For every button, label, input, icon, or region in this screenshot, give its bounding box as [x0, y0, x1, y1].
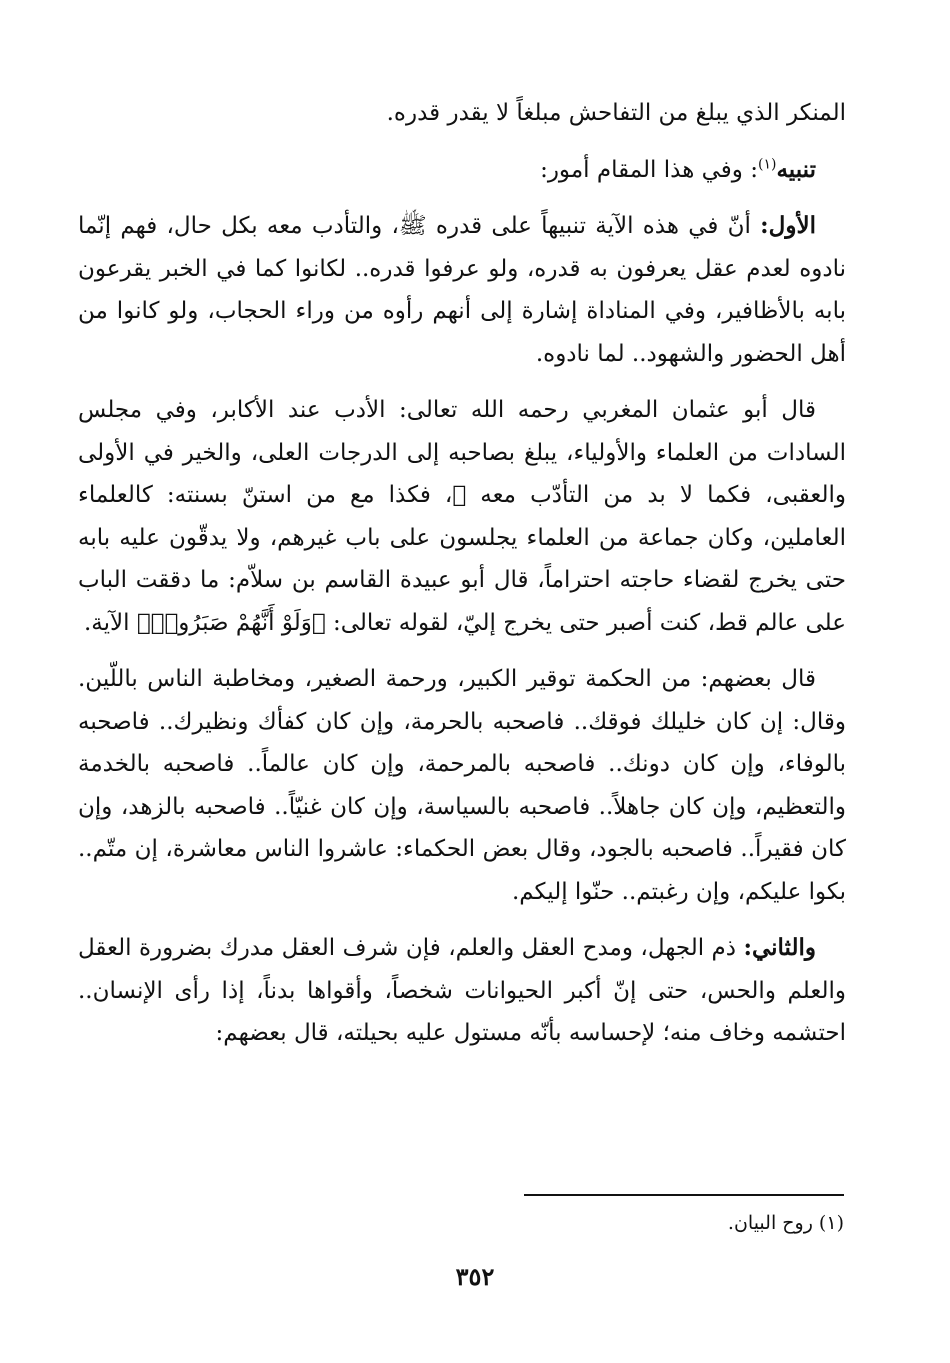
footnote: (١) روح البيان.: [727, 1212, 844, 1234]
quran-verse: ﴿وَلَوْ أَنَّهُمْ صَبَرُوا۟﴾: [136, 609, 326, 636]
paragraph-3: [78, 205, 846, 375]
footnote-ref: (١): [757, 155, 777, 172]
paragraph-4-text: قال أبو عثمان المغربي رحمه الله تعالى: الأدب عند الأكابر، وفي مجلس السادات من العلماء والأولياء، يبلغ بصاحبه إلى الدرجات العلى، والخير في الأولى والعقبى، فكما لا بد من التأدّب معه ﷺ، فكذا مع من استنّ بسنته: كالعلماء العاملين، وكان جماعة من العلماء يجلسون على باب غيرهم، ولا يدقّون عليه بابه حتى يخرج لقضاء حاجته احتراماً، قال أبو عبيدة القاسم بن سلاّم: ما دققت الباب على عالم قط، كنت أصبر حتى يخرج إليّ، لقوله تعالى:: [78, 397, 846, 636]
tanbih-heading: تنبيه: [776, 155, 816, 183]
paragraph-2: [78, 149, 846, 192]
paragraph-5-text: قال بعضهم: من الحكمة توقير الكبير، ورحمة الصغير، ومخاطبة الناس باللّين. وقال: إن كان خليلك فوقك.. فاصحبه بالحرمة، وإن كان كفأك ونظيرك.. فاصحبه بالوفاء، وإن كان دونك.. فاصحبه بالمرحمة، وإن كان عالماً.. فاصحبه بالخدمة والتعظيم، وإن كان جاهلاً.. فاصحبه بالسياسة، وإن كان غنيّاً.. فاصحبه بالزهد، وإن كان فقيراً.. فاصحبه بالجود، وقال بعض الحكماء: عاشروا الناس معاشرة، إن متّم.. بكوا عليكم، وإن رغبتم.. حنّوا إليكم.: [78, 666, 846, 905]
page-number: ٣٥٢: [455, 1262, 495, 1291]
paragraph-5: [78, 658, 846, 913]
paragraph-1-text: المنكر الذي يبلغ من التفاحش مبلغاً لا يقدر قدره.: [386, 100, 846, 126]
paragraph-4-end: الآية.: [83, 609, 137, 636]
first-heading: الأول:: [760, 212, 816, 239]
paragraph-2-text: : وفي هذا المقام أمور:: [540, 156, 758, 183]
paragraph-6: [78, 927, 846, 1055]
paragraph-6-text: ذم الجهل، ومدح العقل والعلم، فإن شرف العقل مدرك بضرورة العقل والعلم والحس، حتى إنّ أكبر الحيوانات شخصاً، وأقواها بدناً، إذا رأى الإنسان.. احتشمه وخاف منه؛ لإحساسه بأنّه مستول عليه بحيلته، قال بعضهم:: [78, 935, 846, 1046]
paragraph-1: [78, 92, 846, 135]
main-text: [78, 92, 846, 1055]
footnote-divider: [524, 1194, 844, 1196]
paragraph-3-text: أنّ في هذه الآية تنبيهاً على قدره ﷺ، والتأدب معه بكل حال، فهم إنّما نادوه لعدم عقل يعرفون به قدره، ولو عرفوا قدره.. لكانوا كما في الخبر يقرعون بابه بالأظافير، وفي المناداة إشارة إلى أنهم رأوه من وراء الحجاب، ولو كانوا من أهل الحضور والشهود.. لما نادوه.: [78, 213, 846, 367]
paragraph-4: [78, 389, 846, 644]
second-heading: والثاني:: [743, 934, 816, 961]
